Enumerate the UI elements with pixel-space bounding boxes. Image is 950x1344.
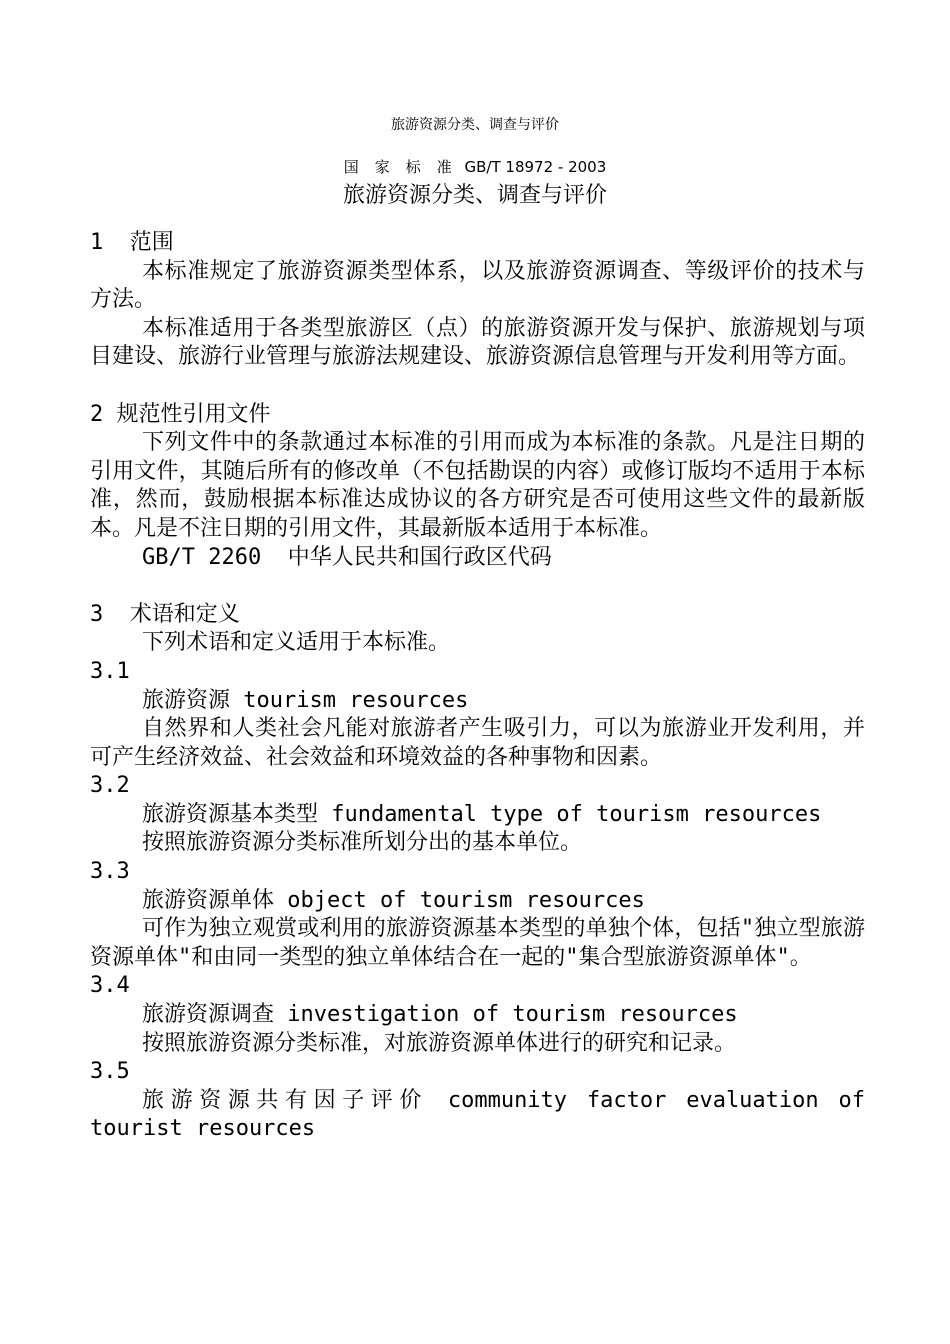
term-name-continued: tourist resources: [90, 1116, 316, 1142]
paragraph: 本标准适用于各类型旅游区（点）的旅游资源开发与保护、旅游规划与项目建设、旅游行业管理与旅游法规建设、旅游资源信息管理与开发利用等方面。: [90, 315, 865, 370]
paragraph: 下列术语和定义适用于本标准。: [142, 630, 451, 656]
standard-label: 国家标准: [343, 158, 468, 176]
standard-line: [0, 157, 950, 177]
term-number: 3.3: [90, 859, 130, 885]
document-body: [90, 229, 865, 1144]
standard-code: GB/T 18972 - 2003: [464, 158, 607, 176]
section-heading-1: 1 范围: [90, 230, 174, 255]
term-number: 3.4: [90, 973, 130, 999]
term-name: 旅游资源单体 object of tourism resources: [142, 887, 645, 913]
normative-reference: GB/T 2260 中华人民共和国行政区代码: [142, 544, 552, 570]
document-title: 旅游资源分类、调查与评价: [342, 183, 607, 208]
term-name: 旅游资源共有因子评价 community factor evaluation of: [142, 1087, 865, 1113]
term-definition: 可作为独立观赏或利用的旅游资源基本类型的单独个体，包括"独立型旅游资源单体"和由同一类型的独立单体结合在一起的"集合型旅游资源单体"。: [90, 916, 865, 970]
term-number: 3.5: [90, 1059, 130, 1085]
section-heading-2: 2 规范性引用文件: [90, 401, 271, 427]
term-definition: 自然界和人类社会凡能对旅游者产生吸引力，可以为旅游业开发利用，并可产生经济效益、社会效益和环境效益的各种事物和因素。: [90, 716, 865, 770]
term-name: 旅游资源调查 investigation of tourism resources: [142, 1002, 738, 1028]
term-definition: 按照旅游资源分类标准所划分出的基本单位。: [142, 830, 583, 856]
term-name: 旅游资源基本类型 fundamental type of tourism resources: [142, 801, 822, 827]
section-heading-3: 3 术语和定义: [90, 601, 240, 627]
term-name: 旅游资源 tourism resources: [142, 687, 469, 713]
term-number: 3.1: [90, 658, 130, 684]
term-definition: 按照旅游资源分类标准，对旅游资源单体进行的研究和记录。: [142, 1030, 737, 1056]
paragraph: 本标准规定了旅游资源类型体系，以及旅游资源调查、等级评价的技术与方法。: [90, 258, 865, 313]
paragraph: 下列文件中的条款通过本标准的引用而成为本标准的条款。凡是注日期的引用文件，其随后所有的修改单（不包括勘误的内容）或修订版均不适用于本标准，然而，鼓励根据本标准达成协议的各方研究是否可使用这些文件的最新版本。凡是不注日期的引用文件，其最新版本适用于本标准。: [90, 430, 865, 541]
running-header: 旅游资源分类、调查与评价: [391, 117, 559, 133]
term-number: 3.2: [90, 773, 130, 799]
